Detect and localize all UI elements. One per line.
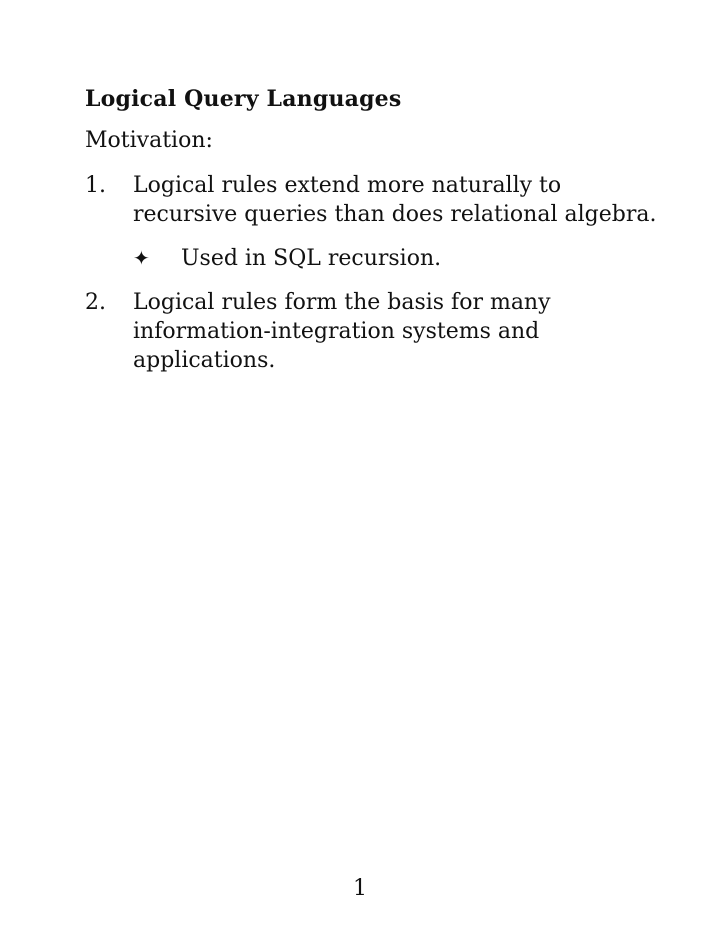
list-item-line: recursive queries than does relational algebra. (133, 202, 657, 227)
section-label-motivation: Motivation: (85, 128, 213, 153)
list-item-line: Logical rules extend more naturally to (133, 173, 562, 198)
list-item-number: 2. (85, 290, 106, 315)
list-item-text (133, 171, 657, 229)
page-number: 1 (353, 876, 367, 901)
four-pointed-star-icon: ✦ (133, 246, 150, 270)
list-item-line: information-integration systems and (133, 319, 540, 344)
page-title: Logical Query Languages (85, 86, 402, 112)
list-item-number: 1. (85, 173, 106, 198)
sub-list-item-text: Used in SQL recursion. (181, 246, 442, 271)
list-item-line: applications. (133, 348, 276, 373)
list-item-text (133, 288, 653, 375)
list-item-line: Logical rules form the basis for many (133, 290, 551, 315)
